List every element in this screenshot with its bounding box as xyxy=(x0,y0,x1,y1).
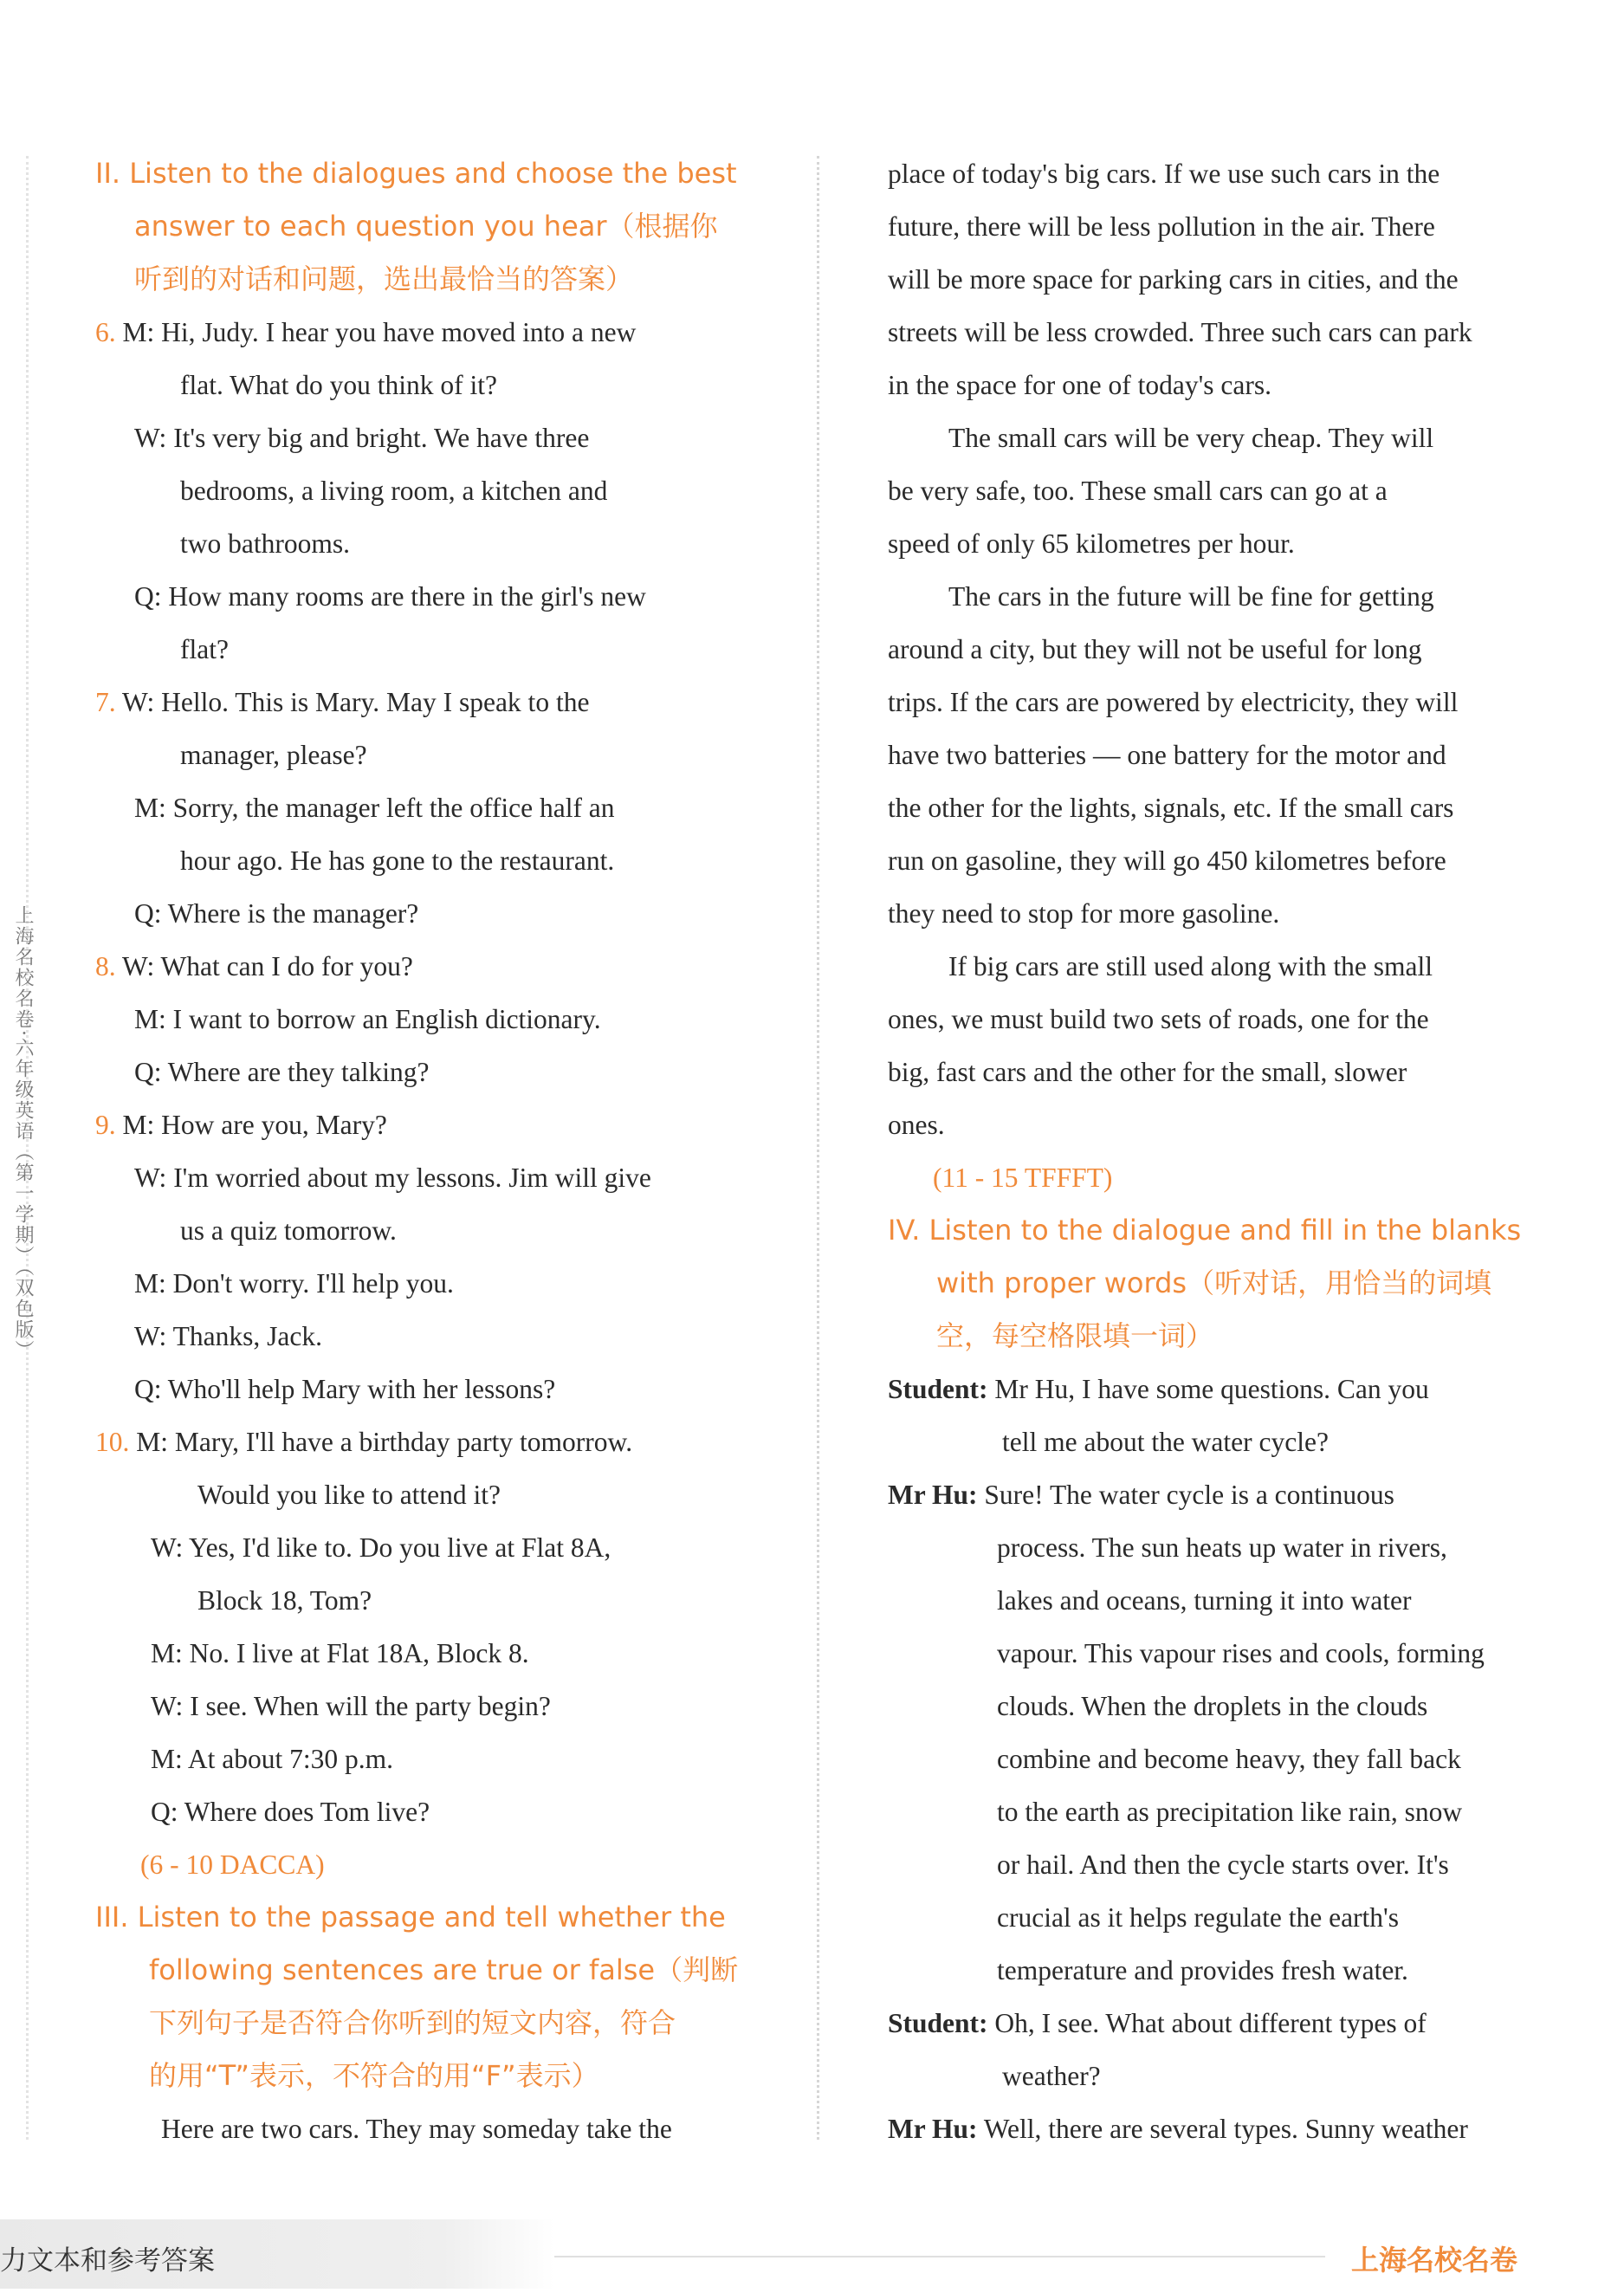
passage-line: the other for the lights, signals, etc. If the small cars xyxy=(888,793,1454,823)
passage-line: big, fast cars and the other for the small, slower xyxy=(888,1057,1407,1087)
dialogue-line: or hail. And then the cycle starts over. It's xyxy=(997,1849,1449,1880)
question-line: Q: Where does Tom live? xyxy=(151,1797,430,1827)
speaker-label: Mr Hu: xyxy=(888,1480,978,1510)
passage-line: The cars in the future will be fine for getting xyxy=(948,581,1434,612)
answer-key-6-10: (6 - 10 DACCA) xyxy=(140,1849,325,1880)
passage-line: future, there will be less pollution in the air. There xyxy=(888,211,1435,242)
dialogue-line: lakes and oceans, turning it into water xyxy=(997,1585,1412,1616)
dialogue-line: combine and become heavy, they fall back xyxy=(997,1744,1461,1774)
question-number: 6. xyxy=(95,317,116,347)
side-book-label: 上海名校名卷·六年级英语（第一学期）（双色版） xyxy=(12,905,34,1361)
question-number: 10. xyxy=(95,1427,130,1457)
dialogue-line: M: Mary, I'll have a birthday party tomorrow. xyxy=(136,1427,633,1457)
dialogue-mrhu-2 xyxy=(888,2102,1537,2155)
heading-line: 听到的对话和问题，选出最恰当的答案） xyxy=(134,262,634,295)
question-7 xyxy=(95,676,754,940)
heading-line: 空，每空格限填一词） xyxy=(936,1319,1214,1352)
passage-line: will be more space for parking cars in cities, and the xyxy=(888,264,1459,295)
dialogue-line: W: Thanks, Jack. xyxy=(134,1321,322,1351)
passage-line: place of today's big cars. If we use such cars in the xyxy=(888,159,1440,189)
right-column xyxy=(888,147,1537,2155)
question-line: flat? xyxy=(180,634,229,664)
footer-rule xyxy=(554,2256,1325,2257)
section-3-heading xyxy=(95,1891,754,2102)
passage-line: trips. If the cars are powered by electricity, they will xyxy=(888,687,1459,717)
dialogue-line: Mr Hu, I have some questions. Can you xyxy=(994,1374,1429,1404)
column-divider xyxy=(817,156,819,2140)
heading-line: answer to each question you hear（根据你 xyxy=(134,210,718,243)
speaker-label: Student: xyxy=(888,2008,988,2038)
passage-first-line: Here are two cars. They may someday take the xyxy=(161,2114,672,2144)
section-4-heading xyxy=(888,1204,1537,1363)
dialogue-line: M: Hi, Judy. I hear you have moved into a new xyxy=(122,317,637,347)
dialogue-line: Sure! The water cycle is a continuous xyxy=(984,1480,1394,1510)
dialogue-line: temperature and provides fresh water. xyxy=(997,1955,1408,1985)
passage-line: be very safe, too. These small cars can go at a xyxy=(888,476,1388,506)
heading-line: 下列句子是否符合你听到的短文内容，符合 xyxy=(149,2006,676,2039)
section-2-heading xyxy=(95,147,754,306)
speaker-label: Mr Hu: xyxy=(888,2114,978,2144)
heading-line: Listen to the passage and tell whether the xyxy=(137,1901,726,1934)
passage-paragraph-4 xyxy=(888,940,1537,1151)
footer-left-text: 力文本和参考答案 xyxy=(0,2245,215,2277)
passage-line: ones, we must build two sets of roads, one for the xyxy=(888,1004,1429,1034)
passage-paragraph-2 xyxy=(888,411,1537,570)
passage-paragraph-1 xyxy=(888,147,1537,411)
dialogue-line: W: What can I do for you? xyxy=(121,951,413,981)
dialogue-mrhu-1 xyxy=(888,1468,1537,1997)
passage-line: The small cars will be very cheap. They will xyxy=(948,423,1434,453)
dialogue-line: process. The sun heats up water in rivers, xyxy=(997,1532,1447,1563)
question-number: 7. xyxy=(95,687,116,717)
dialogue-line: W: I'm worried about my lessons. Jim will give xyxy=(134,1163,651,1193)
passage-line: If big cars are still used along with the small xyxy=(948,951,1433,981)
dialogue-line: tell me about the water cycle? xyxy=(1002,1427,1329,1457)
question-line: Q: Where are they talking? xyxy=(134,1057,430,1087)
heading-line: Listen to the dialogue and fill in the blanks xyxy=(928,1214,1522,1247)
question-6 xyxy=(95,306,754,676)
heading-line: Listen to the dialogues and choose the best xyxy=(129,157,737,190)
dialogue-line: us a quiz tomorrow. xyxy=(180,1215,397,1246)
question-9 xyxy=(95,1098,754,1415)
passage-paragraph-3 xyxy=(888,570,1537,940)
dialogue-line: W: It's very big and bright. We have three xyxy=(134,423,590,453)
dialogue-line: clouds. When the droplets in the clouds xyxy=(997,1691,1428,1721)
question-10 xyxy=(95,1415,754,1838)
dialogue-line: M: I want to borrow an English dictionary. xyxy=(134,1004,601,1034)
question-line: Q: How many rooms are there in the girl's new xyxy=(134,581,646,612)
dialogue-line: bedrooms, a living room, a kitchen and xyxy=(180,476,608,506)
dialogue-line: hour ago. He has gone to the restaurant. xyxy=(180,845,615,876)
answer-key-11-15: (11 - 15 TFFFT) xyxy=(933,1163,1113,1193)
passage-line: run on gasoline, they will go 450 kilometres before xyxy=(888,845,1446,876)
question-line: Q: Who'll help Mary with her lessons? xyxy=(134,1374,556,1404)
dialogue-student-1 xyxy=(888,1363,1537,1468)
speaker-label: Student: xyxy=(888,1374,988,1404)
question-number: 9. xyxy=(95,1110,116,1140)
dialogue-line: W: Hello. This is Mary. May I speak to the xyxy=(121,687,590,717)
dialogue-student-2 xyxy=(888,1997,1537,2102)
section-number: II. xyxy=(95,157,121,190)
dialogue-line: to the earth as precipitation like rain, snow xyxy=(997,1797,1463,1827)
heading-line: with proper words（听对话，用恰当的词填 xyxy=(936,1266,1492,1299)
footer-brand: 上海名校名卷 xyxy=(1351,2244,1518,2277)
dialogue-line: flat. What do you think of it? xyxy=(180,370,497,400)
dialogue-line: crucial as it helps regulate the earth's xyxy=(997,1902,1399,1933)
dialogue-line: manager, please? xyxy=(180,740,367,770)
dialogue-line: Oh, I see. What about different types of xyxy=(994,2008,1427,2038)
dialogue-line: M: Don't worry. I'll help you. xyxy=(134,1268,454,1299)
dialogue-line: Block 18, Tom? xyxy=(197,1585,372,1616)
left-column xyxy=(95,147,754,2155)
dialogue-line: M: At about 7:30 p.m. xyxy=(151,1744,394,1774)
dialogue-line: W: Yes, I'd like to. Do you live at Flat 8A, xyxy=(151,1532,611,1563)
dialogue-line: weather? xyxy=(1002,2061,1101,2091)
question-8 xyxy=(95,940,754,1098)
section-number: IV. xyxy=(888,1214,921,1247)
heading-line: following sentences are true or false（判断 xyxy=(149,1953,739,1986)
passage-line: speed of only 65 kilometres per hour. xyxy=(888,528,1295,559)
dialogue-line: Well, there are several types. Sunny weather xyxy=(983,2114,1468,2144)
dialogue-line: M: No. I live at Flat 18A, Block 8. xyxy=(151,1638,529,1668)
passage-line: they need to stop for more gasoline. xyxy=(888,898,1280,929)
dialogue-line: vapour. This vapour rises and cools, forming xyxy=(997,1638,1485,1668)
dialogue-line: W: I see. When will the party begin? xyxy=(151,1691,551,1721)
heading-line: 的用“T”表示，不符合的用“F”表示） xyxy=(149,2059,599,2092)
dialogue-line: M: Sorry, the manager left the office half an xyxy=(134,793,615,823)
passage-line: in the space for one of today's cars. xyxy=(888,370,1272,400)
passage-line: have two batteries — one battery for the motor and xyxy=(888,740,1446,770)
dialogue-line: M: How are you, Mary? xyxy=(122,1110,387,1140)
passage-line: around a city, but they will not be useful for long xyxy=(888,634,1422,664)
question-number: 8. xyxy=(95,951,116,981)
section-number: III. xyxy=(95,1901,129,1934)
question-line: Q: Where is the manager? xyxy=(134,898,419,929)
dialogue-line: Would you like to attend it? xyxy=(197,1480,501,1510)
passage-line: ones. xyxy=(888,1110,945,1140)
passage-line: streets will be less crowded. Three such cars can park xyxy=(888,317,1472,347)
dialogue-line: two bathrooms. xyxy=(180,528,350,559)
